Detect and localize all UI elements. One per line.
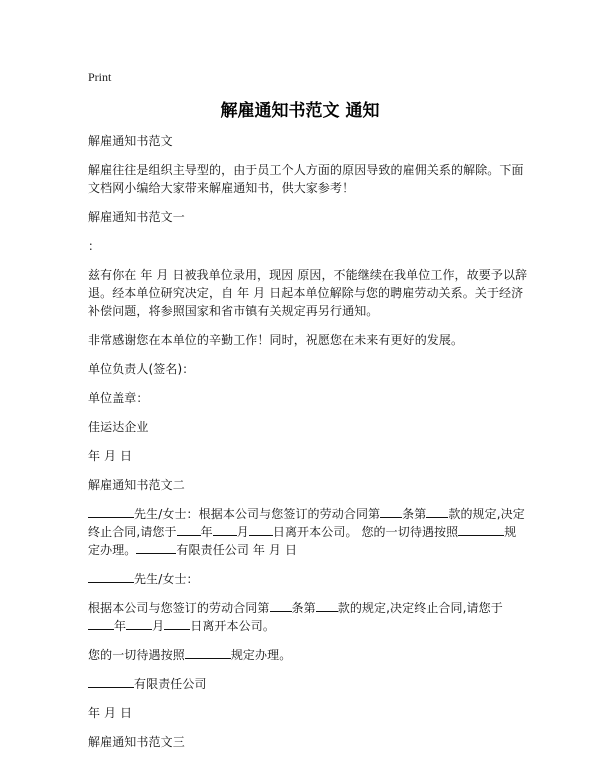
addressee-line bbox=[88, 570, 528, 588]
company-name: 佳运达企业 bbox=[88, 420, 149, 434]
blank-field bbox=[164, 617, 190, 630]
signatory-line: 单位负责人(签名)： bbox=[88, 362, 195, 376]
blank-field bbox=[177, 523, 201, 536]
text-run: 年 bbox=[200, 525, 213, 539]
blank-field bbox=[213, 523, 237, 536]
text-run: 有限责任公司 bbox=[134, 677, 207, 691]
text-run: 条第 bbox=[402, 507, 427, 521]
blank-field bbox=[249, 523, 273, 536]
text-run: 规定办理。 bbox=[230, 648, 292, 662]
date-line-two: 年 月 日 bbox=[88, 706, 133, 720]
blank-field bbox=[380, 505, 402, 518]
document-body bbox=[88, 132, 528, 762]
text-run: 根据本公司与您签订的劳动合同第 bbox=[88, 601, 270, 615]
text-run: 月 bbox=[152, 619, 165, 633]
print-label: Print bbox=[88, 70, 112, 84]
text-run: 日离开本公司。 bbox=[190, 619, 275, 633]
date-line: 年 月 日 bbox=[88, 449, 133, 463]
blank-field bbox=[458, 523, 504, 536]
sample-one-heading: 解雇通知书范文一 bbox=[88, 210, 185, 224]
text-run: 先生/女士： bbox=[134, 572, 199, 586]
page-title: 解雇通知书范文 通知 bbox=[220, 101, 380, 121]
section-heading: 解雇通知书范文 bbox=[88, 134, 173, 148]
blank-field bbox=[88, 675, 134, 688]
contract-paragraph bbox=[88, 599, 528, 635]
text-run: 年 bbox=[114, 619, 127, 633]
text-run: 有限责任公司 年 月 日 bbox=[176, 543, 298, 557]
thanks-paragraph: 非常感谢您在本单位的辛勤工作！同时，祝愿您在未来有更好的发展。 bbox=[88, 333, 464, 347]
text-run: 您的一切待遇按照 bbox=[88, 648, 185, 662]
blank-field bbox=[185, 646, 231, 659]
blank-field bbox=[126, 617, 152, 630]
blank-field bbox=[88, 570, 134, 583]
text-run: 款的规定,决定终止合同,请您于 bbox=[337, 601, 503, 615]
blank-field bbox=[426, 505, 448, 518]
blank-field bbox=[88, 505, 134, 518]
sample-two-heading: 解雇通知书范文二 bbox=[88, 478, 185, 492]
intro-paragraph: 解雇往往是组织主导型的，由于员工个人方面的原因导致的雇佣关系的解除。下面文档网小编给大家带来解雇通知书，供大家参考！ bbox=[88, 163, 524, 195]
text-run: 款的规定,决定终止合同,请您于 bbox=[88, 507, 525, 539]
text-run: 条第 bbox=[291, 601, 316, 615]
text-run: 日离开本公司。 您的一切待遇按照 bbox=[272, 525, 459, 539]
salutation-colon: ： bbox=[88, 239, 101, 253]
sample-two-paragraph bbox=[88, 505, 528, 559]
blank-field bbox=[136, 541, 176, 554]
text-run: 月 bbox=[236, 525, 249, 539]
seal-line: 单位盖章： bbox=[88, 391, 149, 405]
blank-field bbox=[316, 599, 338, 612]
text-run: 规定办理。 bbox=[88, 525, 517, 557]
sample-three-heading: 解雇通知书范文三 bbox=[88, 735, 185, 749]
blank-field bbox=[88, 617, 114, 630]
dismissal-paragraph: 兹有你在 年 月 日被我单位录用，现因 原因，不能继续在我单位工作，故要予以辞退。经本单位研究决定，自 年 月 日起本单位解除与您的聘雇劳动关系。关于经济补偿问题，将参照国家和省市镇有关规定再另行通知。 bbox=[88, 268, 528, 318]
company-line bbox=[88, 675, 528, 693]
treatment-line bbox=[88, 646, 528, 664]
blank-field bbox=[270, 599, 292, 612]
text-run: 先生/女士：根据本公司与您签订的劳动合同第 bbox=[134, 507, 381, 521]
